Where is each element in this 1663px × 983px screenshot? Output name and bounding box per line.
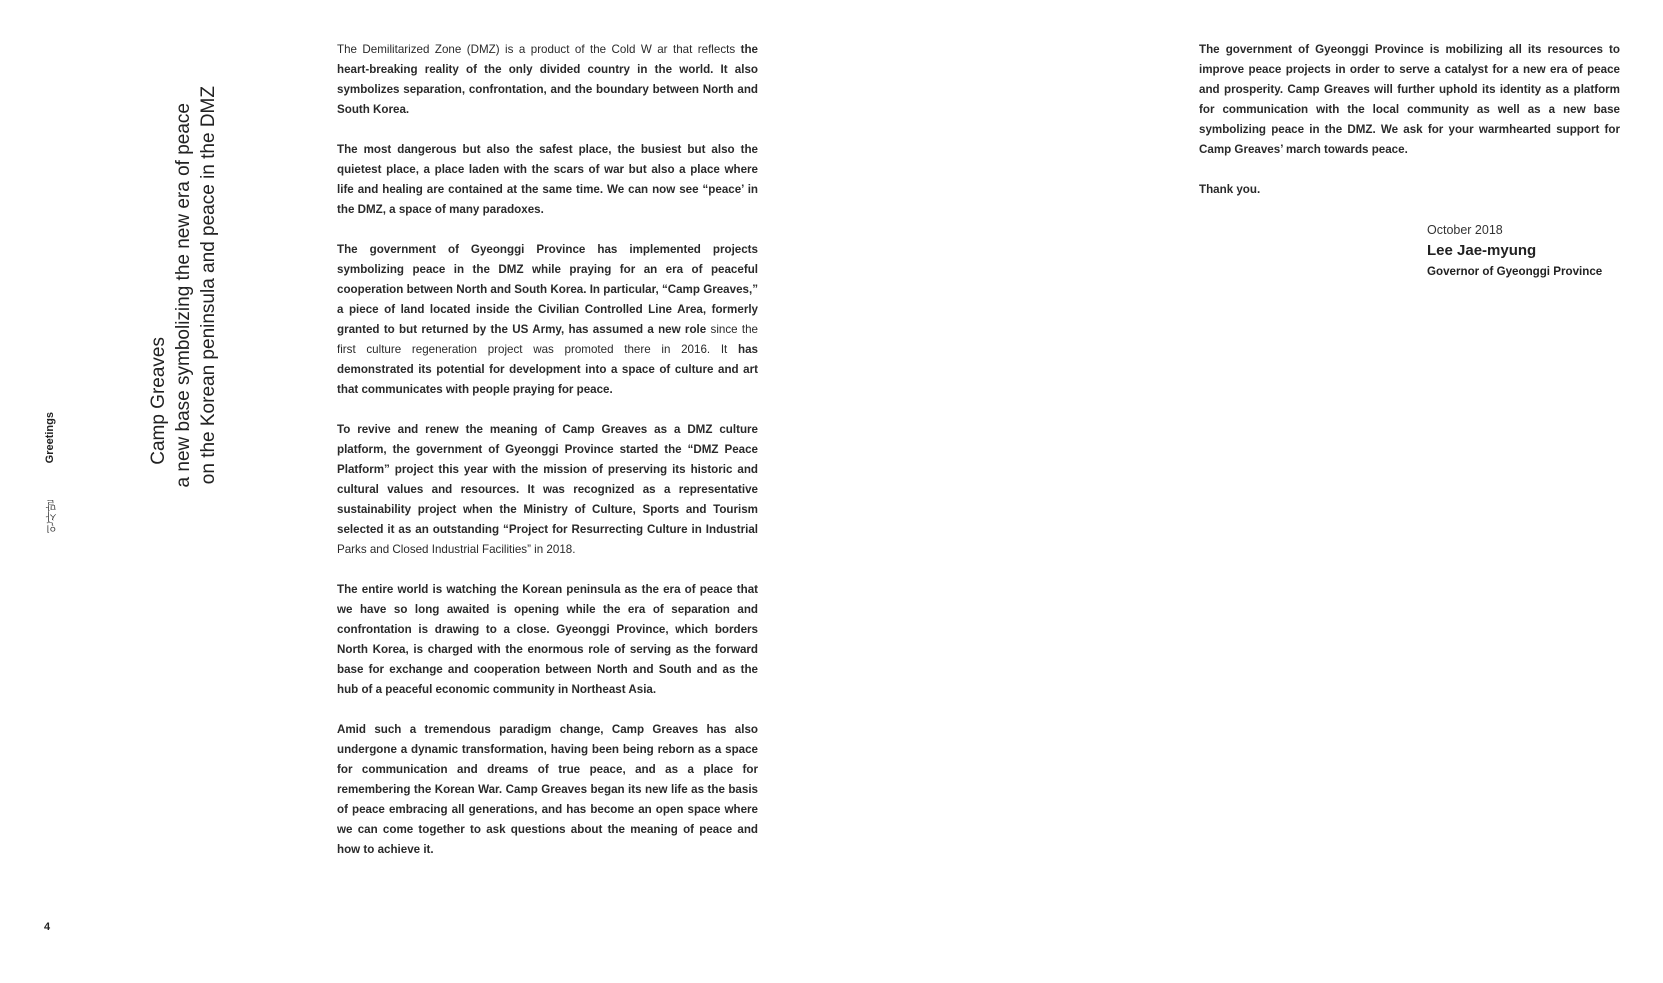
paragraph-3-part-c: has demonstrated its potential for development into a space of culture and art that communicates with people praying for peace. xyxy=(337,343,758,396)
paragraph-3-part-b: since the first culture regeneration project was promoted there in 2016. It xyxy=(337,323,758,356)
signature-block xyxy=(1427,220,1647,282)
paragraph-7: The government of Gyeonggi Province is mobilizing all its resources to improve peace projects in order to serve a catalyst for a new era of peace and prosperity. Camp Greaves will further uphold its identity as a platform for communication with the local community as well as a new base symbolizing peace in the DMZ. We ask for your warmhearted support for Camp Greaves’ march towards peace. xyxy=(1199,43,1620,156)
page-title: Camp Greaves xyxy=(148,337,169,465)
paragraph-4-part-b: Parks and Closed Industrial Facilities” in 2018. xyxy=(337,543,576,556)
paragraph-1-rest: the heart-breaking reality of the only divided country in the world. It also symbolizes separation, confrontation, and the boundary between North and South Korea. xyxy=(337,43,758,116)
body-column-right xyxy=(1199,40,1620,220)
paragraph-1-intro: The Demilitarized Zone (DMZ) is a product of the Cold W ar that reflects xyxy=(337,43,736,56)
paragraph-3-part-a: The government of Gyeonggi Province has implemented projects symbolizing peace in the DMZ while praying for an era of peaceful cooperation between North and South Korea. In particular, “Camp Greaves,” a piece of land located inside the Civilian Controlled Line Area, formerly granted to but returned by the US Army, has assumed a new role xyxy=(337,243,758,336)
paragraph-4-part-a: To revive and renew the meaning of Camp Greaves as a DMZ culture platform, the government of Gyeonggi Province started the “DMZ Peace Platform” project this year with the mission of preserving its historic and cultural values and resources. It was recognized as a representative sustainability project when the Ministry of Culture, Sports and Tourism selected it as an outstanding “Project for Resurrecting Culture in Industrial xyxy=(337,423,758,536)
paragraph-2: The most dangerous but also the safest place, the busiest but also the quietest place, a place laden with the scars of war but also a place where life and healing are contained at the same time. We can now see “peace’ in the DMZ, a space of many paradoxes. xyxy=(337,143,758,216)
section-label-english: Greetings xyxy=(44,412,56,464)
paragraph-5: The entire world is watching the Korean peninsula as the era of peace that we have so long awaited is opening while the era of separation and confrontation is drawing to a close. Gyeonggi Province, which borders North Korea, is charged with the enormous role of serving as the forward base for exchange and cooperation between North and South and as the hub of a peaceful economic community in Northeast Asia. xyxy=(337,583,758,696)
page-number: 4 xyxy=(44,921,51,933)
signature-date: October 2018 xyxy=(1427,223,1503,237)
paragraph-3 xyxy=(337,240,758,400)
body-column-left xyxy=(337,40,758,880)
signature-role: Governor of Gyeonggi Province xyxy=(1427,265,1603,278)
signature-name: Lee Jae-myung xyxy=(1427,242,1537,259)
page-subtitle-line-2: on the Korean peninsula and peace in the DMZ xyxy=(198,86,219,485)
section-label-korean: 인사말 xyxy=(46,500,58,533)
paragraph-6: Amid such a tremendous paradigm change, Camp Greaves has also undergone a dynamic transformation, having been being reborn as a space for communication and dreams of true peace, and as a place for remembering the Korean War. Camp Greaves began its new life as the basis of peace embracing all generations, and has become an open space where we can come together to ask questions about the meaning of peace and how to achieve it. xyxy=(337,723,758,856)
paragraph-4 xyxy=(337,420,758,560)
paragraph-1 xyxy=(337,40,758,120)
closing-thanks: Thank you. xyxy=(1199,183,1261,196)
page-subtitle-line-1: a new base symbolizing the new era of peace xyxy=(173,103,194,488)
